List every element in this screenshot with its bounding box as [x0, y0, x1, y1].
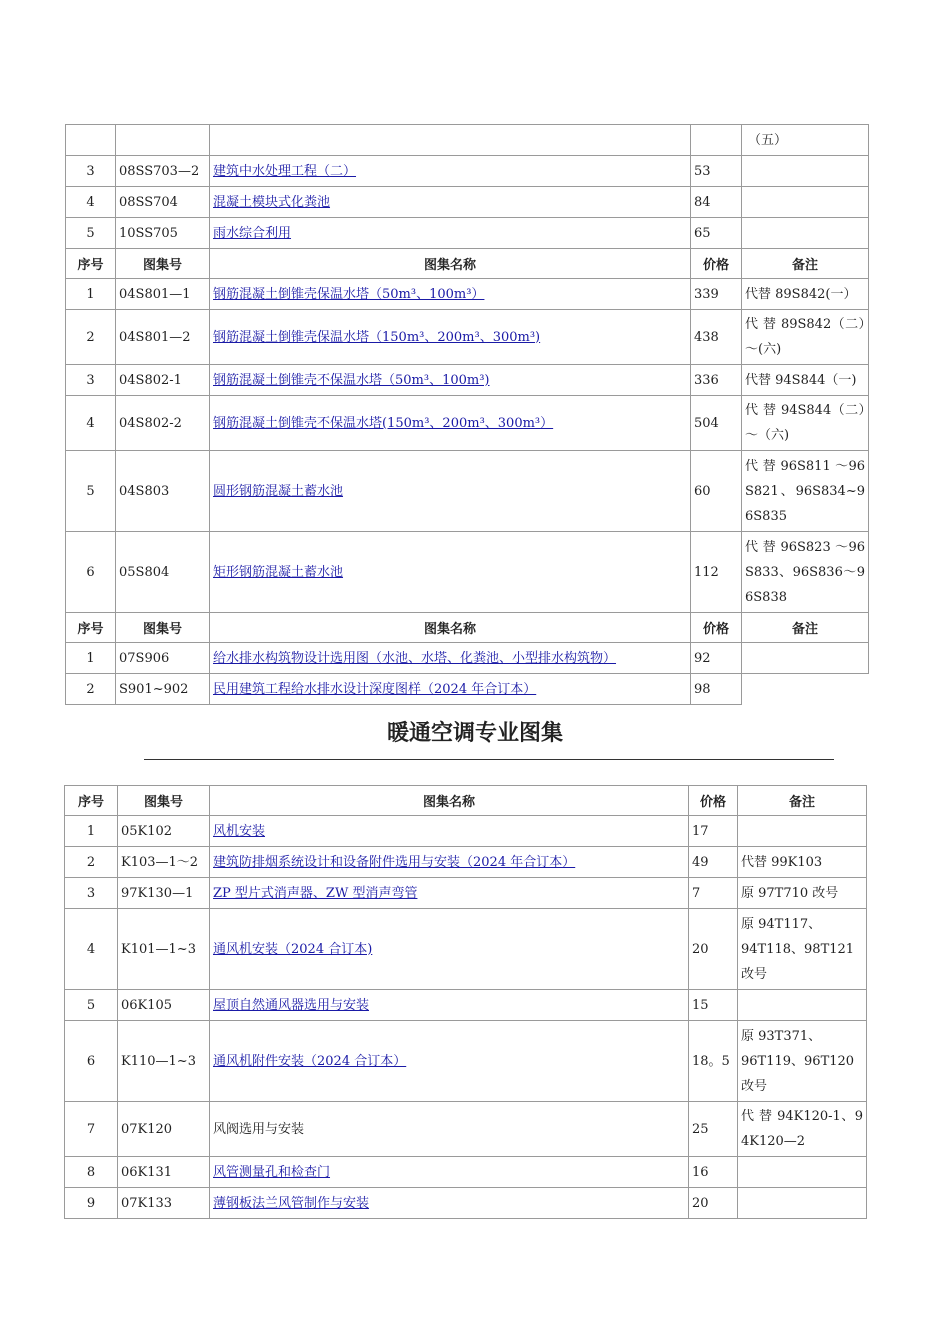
header-name: 图集名称 — [210, 786, 689, 816]
price-cell: 25 — [689, 1102, 738, 1157]
code-cell: 07S906 — [116, 643, 210, 674]
header-code: 图集号 — [116, 613, 210, 643]
price-cell: 438 — [691, 310, 742, 365]
header-name: 图集名称 — [210, 249, 691, 279]
table-row — [66, 310, 869, 365]
price-cell: 53 — [691, 156, 742, 187]
drawing-link[interactable]: 钢筋混凝土倒锥壳保温水塔（150m³、200m³、300m³) — [213, 329, 541, 345]
header-price: 价格 — [691, 249, 742, 279]
price-cell: 504 — [691, 396, 742, 451]
code-cell: 04S802-2 — [116, 396, 210, 451]
price-cell: 49 — [689, 847, 738, 878]
row-number: 6 — [65, 1021, 118, 1102]
note-cell: 代替 94S844（一) — [742, 365, 869, 396]
drawing-link[interactable]: 通风机安装（2024 合订本) — [213, 941, 373, 957]
note-cell: 代 替 94K120-1、94K120—2 — [738, 1102, 867, 1157]
table-row — [65, 847, 867, 878]
drawing-link[interactable]: 给水排水构筑物设计选用图（水池、水塔、化粪池、小型排水构筑物） — [213, 650, 617, 666]
note-cell — [738, 1188, 867, 1219]
drawing-link[interactable]: ZP 型片式消声器、ZW 型消声弯管 — [213, 885, 418, 901]
code-cell: 08SS704 — [116, 187, 210, 218]
row-number: 3 — [65, 878, 118, 909]
price-cell: 18。5 — [689, 1021, 738, 1102]
table-row — [65, 909, 867, 990]
row-number: 8 — [65, 1157, 118, 1188]
drawing-link[interactable]: 薄钢板法兰风管制作与安装 — [213, 1195, 370, 1211]
price-cell: 65 — [691, 218, 742, 249]
price-cell: 17 — [689, 816, 738, 847]
note-cell — [742, 156, 869, 187]
header-note: 备注 — [742, 249, 869, 279]
row-number: 2 — [65, 847, 118, 878]
code-cell: K103—1～2 — [118, 847, 210, 878]
section-divider — [144, 759, 834, 760]
row-number: 4 — [66, 187, 116, 218]
drawing-link[interactable]: 雨水综合利用 — [213, 225, 292, 241]
table-row — [66, 532, 869, 613]
drawing-link[interactable]: 建筑防排烟系统设计和设备附件选用与安装（2024 年合订本） — [213, 854, 576, 870]
code-cell: 04S801—1 — [116, 279, 210, 310]
table-row — [66, 396, 869, 451]
code-cell: 05S804 — [116, 532, 210, 613]
table-row — [65, 1157, 867, 1188]
price-cell: 112 — [691, 532, 742, 613]
code-cell: 04S801—2 — [116, 310, 210, 365]
price-cell: 60 — [691, 451, 742, 532]
table-header-row — [66, 613, 869, 643]
header-code: 图集号 — [116, 249, 210, 279]
table-row — [66, 674, 869, 705]
drawing-link[interactable]: 混凝土模块式化粪池 — [213, 194, 331, 210]
header-no: 序号 — [66, 613, 116, 643]
row-number: 5 — [66, 218, 116, 249]
price-cell: 20 — [689, 909, 738, 990]
header-price: 价格 — [691, 613, 742, 643]
drawing-link[interactable]: 建筑中水处理工程（二） — [213, 163, 357, 179]
note-cell — [738, 1157, 867, 1188]
table-row — [66, 187, 869, 218]
table-row — [65, 1188, 867, 1219]
note-cell: 代 替 96S823 ～96S833、96S836～96S838 — [742, 532, 869, 613]
row-number: 1 — [65, 816, 118, 847]
note-cell: 原 97T710 改号 — [738, 878, 867, 909]
price-cell: 339 — [691, 279, 742, 310]
note-cell: 代替 99K103 — [738, 847, 867, 878]
code-cell: 07K133 — [118, 1188, 210, 1219]
drawing-link[interactable]: 钢筋混凝土倒锥壳不保温水塔(150m³、200m³、300m³） — [213, 415, 554, 431]
row-number: 2 — [66, 674, 116, 705]
note-cell — [742, 643, 869, 674]
drawing-name: 风阀选用与安装 — [210, 1102, 689, 1157]
note-cell — [742, 218, 869, 249]
header-no: 序号 — [66, 249, 116, 279]
table-row — [66, 643, 869, 674]
header-code: 图集号 — [118, 786, 210, 816]
drawing-link[interactable]: 矩形钢筋混凝土蓄水池 — [213, 564, 344, 580]
table-row — [65, 990, 867, 1021]
table-row — [66, 125, 869, 156]
note-cell — [738, 990, 867, 1021]
code-cell: 07K120 — [118, 1102, 210, 1157]
code-cell: 04S803 — [116, 451, 210, 532]
row-number: 5 — [66, 451, 116, 532]
price-cell: 15 — [689, 990, 738, 1021]
section-title: 暖通空调专业图集 — [386, 721, 563, 746]
code-cell: 04S802-1 — [116, 365, 210, 396]
code-cell: 05K102 — [118, 816, 210, 847]
table-row — [65, 1021, 867, 1102]
note-cell: 代替 89S842(一） — [742, 279, 869, 310]
row-number: 4 — [65, 909, 118, 990]
row-number: 6 — [66, 532, 116, 613]
table-row — [65, 1102, 867, 1157]
header-note: 备注 — [738, 786, 867, 816]
price-cell: 20 — [689, 1188, 738, 1219]
price-cell: 98 — [691, 674, 742, 705]
note-cell: 代 替 89S842（二）～(六) — [742, 310, 869, 365]
code-cell: K110—1~3 — [118, 1021, 210, 1102]
code-cell: 06K131 — [118, 1157, 210, 1188]
water-drawing-table — [65, 124, 869, 705]
row-number: 1 — [66, 643, 116, 674]
note-cell: 代 替 94S844（二）～（六) — [742, 396, 869, 451]
row-number: 3 — [66, 156, 116, 187]
row-number: 7 — [65, 1102, 118, 1157]
row-number: 9 — [65, 1188, 118, 1219]
price-cell: 16 — [689, 1157, 738, 1188]
header-note: 备注 — [742, 613, 869, 643]
code-cell: K101—1~3 — [118, 909, 210, 990]
drawing-link[interactable]: 民用建筑工程给水排水设计深度图样（2024 年合订本） — [213, 681, 537, 697]
row-number: 1 — [66, 279, 116, 310]
header-price: 价格 — [689, 786, 738, 816]
price-cell: 7 — [689, 878, 738, 909]
header-name: 图集名称 — [210, 613, 691, 643]
table-row — [66, 156, 869, 187]
note-cell: 原 93T371、96T119、96T120 改号 — [738, 1021, 867, 1102]
drawing-link[interactable]: 通风机附件安装（2024 合订本） — [213, 1053, 407, 1069]
table-row — [65, 816, 867, 847]
code-cell: 06K105 — [118, 990, 210, 1021]
price-cell: 84 — [691, 187, 742, 218]
row-number: 3 — [66, 365, 116, 396]
code-cell: 08SS703—2 — [116, 156, 210, 187]
table-row — [66, 451, 869, 532]
header-no: 序号 — [65, 786, 118, 816]
drawing-link[interactable]: 屋顶自然通风器选用与安装 — [213, 997, 370, 1013]
row-number: 2 — [66, 310, 116, 365]
drawing-link[interactable]: 圆形钢筋混凝土蓄水池 — [213, 483, 344, 499]
note-cell — [738, 816, 867, 847]
table-header-row — [65, 786, 867, 816]
table-header-row — [66, 249, 869, 279]
row-number: 5 — [65, 990, 118, 1021]
price-cell: 92 — [691, 643, 742, 674]
table-row — [66, 279, 869, 310]
note-cell — [742, 674, 869, 705]
price-cell: 336 — [691, 365, 742, 396]
note-cell — [742, 187, 869, 218]
table-row — [66, 218, 869, 249]
code-cell: 10SS705 — [116, 218, 210, 249]
note-cell: （五） — [742, 125, 869, 156]
row-number: 4 — [66, 396, 116, 451]
drawing-link[interactable]: 钢筋混凝土倒锥壳不保温水塔（50m³、100m³) — [213, 372, 490, 388]
code-cell: 97K130—1 — [118, 878, 210, 909]
table-row — [66, 365, 869, 396]
hvac-drawing-table — [64, 785, 867, 1219]
drawing-link[interactable]: 钢筋混凝土倒锥壳保温水塔（50m³、100m³） — [213, 286, 485, 302]
note-cell: 原 94T117、94T118、98T121 改号 — [738, 909, 867, 990]
code-cell: S901~902 — [116, 674, 210, 705]
drawing-link[interactable]: 风管测量孔和检查门 — [213, 1164, 331, 1180]
table-row — [65, 878, 867, 909]
drawing-link[interactable]: 风机安装 — [213, 823, 266, 839]
note-cell: 代 替 96S811 ～96S821、96S834~96S835 — [742, 451, 869, 532]
